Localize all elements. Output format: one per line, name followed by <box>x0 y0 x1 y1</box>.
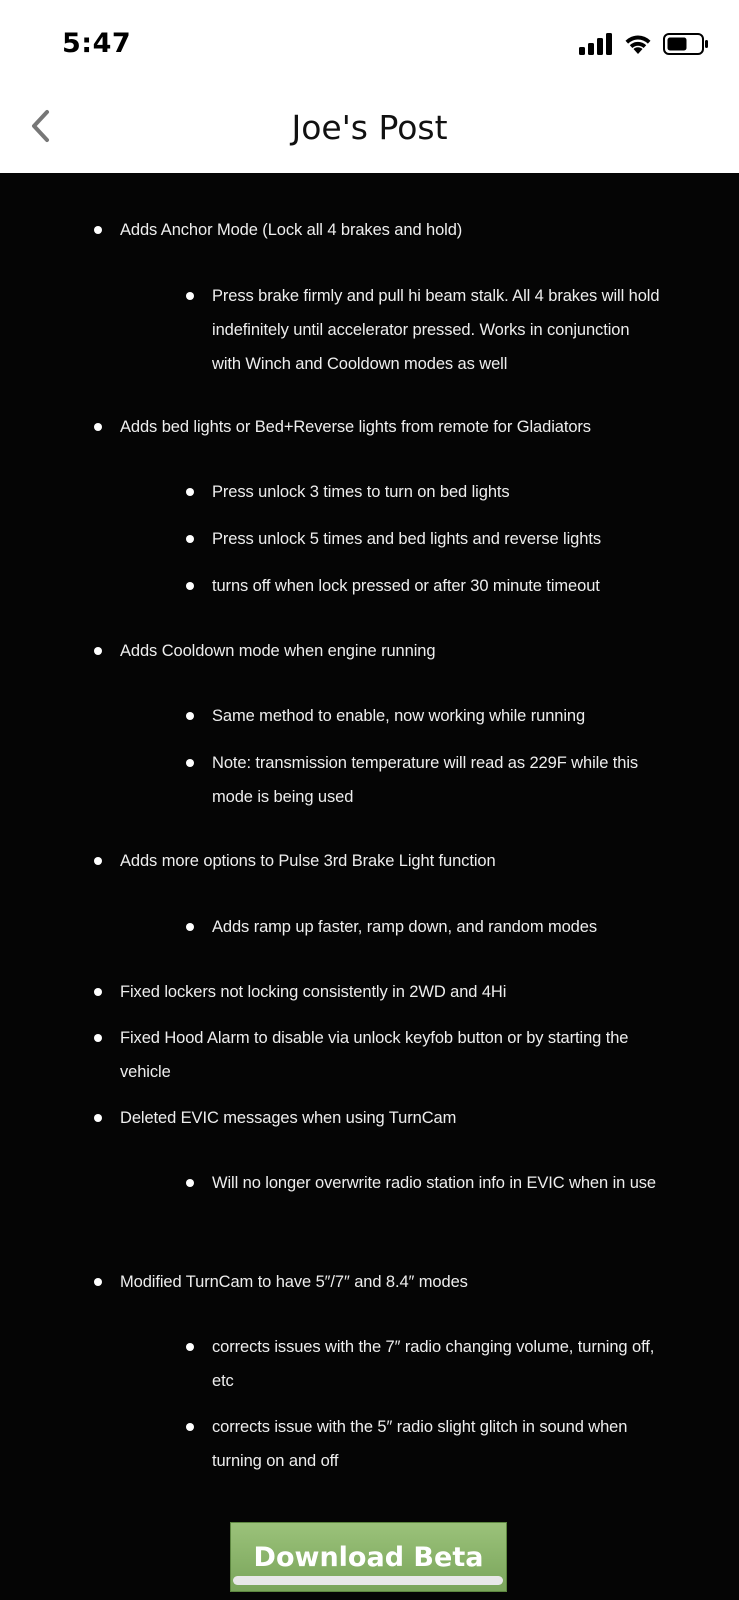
status-time: 5:47 <box>62 28 132 59</box>
list-item: Adds Anchor Mode (Lock all 4 brakes and hold) <box>120 213 660 247</box>
page-title: Joe's Post <box>291 108 448 147</box>
list-item: Note: transmission temperature will read as 229F while this mode is being used <box>212 746 662 814</box>
list-item: Press unlock 5 times and bed lights and reverse lights <box>212 522 662 556</box>
list-item: Fixed Hood Alarm to disable via unlock keyfob button or by starting the vehicle <box>120 1021 660 1089</box>
status-bar <box>0 0 739 92</box>
list-item: Deleted EVIC messages when using TurnCam <box>120 1101 660 1135</box>
list-item: Adds ramp up faster, ramp down, and random modes <box>212 910 662 944</box>
wifi-icon <box>623 33 653 60</box>
list-item: turns off when lock pressed or after 30 minute timeout <box>212 569 662 603</box>
battery-icon <box>663 33 709 60</box>
status-icons <box>579 33 709 60</box>
list-item: corrects issue with the 5″ radio slight glitch in sound when turning on and off <box>212 1410 662 1478</box>
post-content <box>0 173 739 1600</box>
signal-icon <box>579 33 613 60</box>
list-item: Press unlock 3 times to turn on bed lights <box>212 475 662 509</box>
list-item: Press brake firmly and pull hi beam stalk. All 4 brakes will hold indefinitely until accelerator pressed. Works in conjunction with Winch and Cooldown modes as well <box>212 279 662 381</box>
list-item: Will no longer overwrite radio station info in EVIC when in use <box>212 1166 662 1200</box>
home-indicator <box>233 1576 503 1585</box>
list-item: Adds bed lights or Bed+Reverse lights from remote for Gladiators <box>120 410 660 444</box>
nav-bar <box>0 92 739 173</box>
list-item: corrects issues with the 7″ radio changing volume, turning off, etc <box>212 1330 662 1398</box>
download-beta-button[interactable]: Download Beta <box>230 1522 507 1592</box>
list-item: Modified TurnCam to have 5″/7″ and 8.4″ modes <box>120 1265 660 1299</box>
list-item: Adds Cooldown mode when engine running <box>120 634 660 668</box>
list-item: Fixed lockers not locking consistently in 2WD and 4Hi <box>120 975 660 1009</box>
list-item: Adds more options to Pulse 3rd Brake Light function <box>120 844 660 878</box>
list-item: Same method to enable, now working while running <box>212 699 662 733</box>
